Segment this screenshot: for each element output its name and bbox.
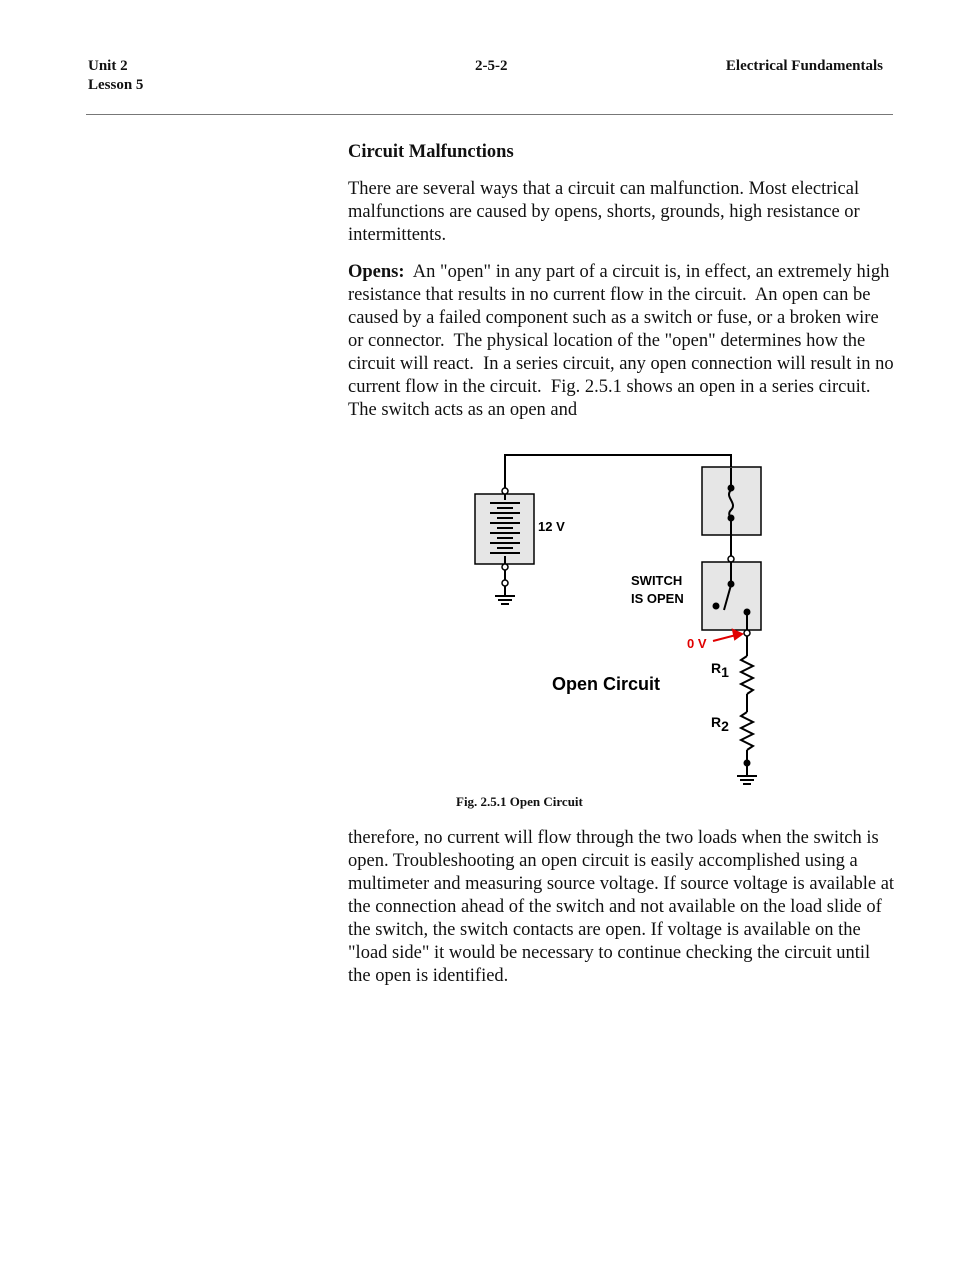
lesson-label: Lesson 5 — [88, 77, 144, 93]
intro-paragraph — [348, 178, 896, 247]
open-circuit-diagram — [440, 440, 780, 790]
diagram-title: Open Circuit — [552, 674, 661, 694]
voltage-reading-label: 0 V — [687, 636, 707, 651]
course-title: Electrical Fundamentals — [725, 58, 883, 74]
battery-voltage-label: 12 V — [538, 519, 565, 534]
red-arrow-icon — [713, 630, 742, 641]
resistor-r2 — [741, 712, 753, 750]
switch-label-line1: SWITCH — [631, 573, 683, 588]
continuation-text: therefore, no current will flow through the two loads when the switch is open. Troubleshooting an open circuit is easily accomplished using a multimeter and measuring source voltage. If source voltage is available at the connection ahead of the switch and not available on the load slide of the switch, the switch contacts are open. If voltage is available on the "load side" it would be necessary to continue checking the circuit until the open is identified. — [348, 828, 895, 986]
opens-label: Opens: — [348, 262, 405, 282]
header-left — [88, 57, 143, 95]
opens-paragraph — [348, 261, 899, 422]
battery-pos-terminal — [502, 488, 508, 494]
r1-label: R1 — [711, 660, 729, 680]
battery-neg-terminal — [502, 564, 508, 570]
switch-label-line2: IS OPEN — [631, 591, 684, 606]
intro-text: There are several ways that a circuit can malfunction. Most electrical malfunctions are caused by opens, shorts, grounds, high resistance or intermittents. — [348, 179, 860, 245]
load-ground-icon — [737, 776, 757, 784]
header-divider — [86, 114, 893, 115]
continuation-paragraph — [348, 827, 896, 988]
opens-text: An "open" in any part of a circuit is, in effect, an extremely high resistance that results in no current flow in the circuit. An open can be caused by a failed component such as a switch or fuse, or a broken wire or connector. The physical location of the "open" determines how the circuit will react. In a series circuit, any open connection will result in no current flow in the circuit. Fig. 2.5.1 shows an open in a series circuit. The switch acts as an open and — [348, 262, 899, 420]
section-title: Circuit Malfunctions — [348, 142, 514, 162]
page-number: 2-5-2 — [475, 58, 508, 74]
resistor-r1 — [741, 656, 753, 694]
top-wire — [505, 455, 731, 490]
r2-label: R2 — [711, 714, 729, 734]
battery-ground-icon — [495, 586, 515, 604]
unit-label: Unit 2 — [88, 58, 128, 74]
figure-caption: Fig. 2.5.1 Open Circuit — [456, 794, 583, 809]
